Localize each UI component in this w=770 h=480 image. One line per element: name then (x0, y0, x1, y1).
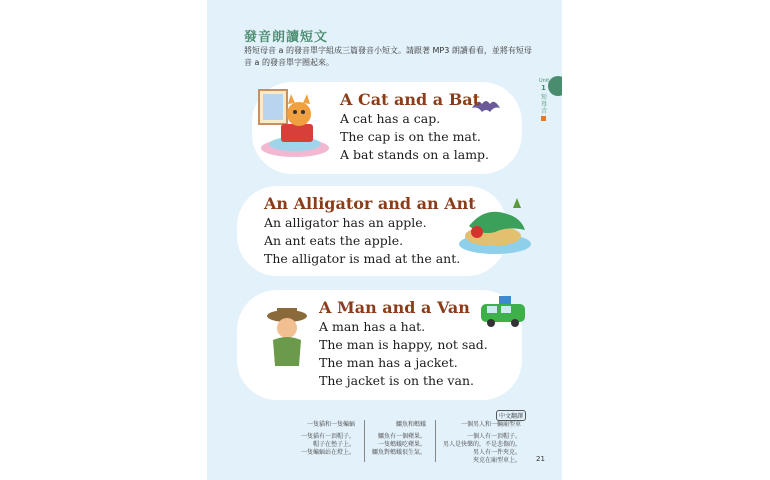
unit-tab-marker (548, 76, 562, 96)
unit-tab (537, 76, 559, 136)
story-line: An ant eats the apple. (264, 233, 404, 248)
page-heading: 發音朗讀短文 (244, 30, 329, 45)
story-line: A cat has a cap. (340, 111, 441, 126)
story-line: A man has a hat. (319, 319, 426, 334)
translation-column (295, 421, 355, 457)
cat-on-cushion-illustration (255, 86, 333, 162)
translation-line: 一隻蝙蝠站在燈上。 (300, 449, 355, 456)
translation-heading: 一個男人和一輛廂型車 (460, 421, 521, 428)
story-line: An alligator has an apple. (264, 215, 427, 230)
translation-line: 一隻螞蟻吃蘋果。 (377, 441, 426, 448)
van-icon (477, 292, 529, 330)
translation-line: 鱷魚有一個蘋果。 (377, 433, 426, 440)
divider (435, 420, 436, 462)
translation-line: 鱷魚對螞蟻很生氣。 (371, 449, 426, 456)
unit-number: 1 (541, 84, 546, 92)
intro-text: 將短母音 a 的發音單字組成三篇發音小短文。請跟著 MP3 朗讀看看，並將有短母音 a 的發音單字圈起來。 (244, 46, 532, 67)
story-title: A Cat and a Bat (340, 90, 481, 109)
story-line: The man is happy, not sad. (319, 337, 488, 352)
story-line: The jacket is on the van. (319, 373, 474, 388)
translation-tag: 中文翻譯 (496, 410, 526, 421)
translation-line: 一個人有一頂帽子。 (466, 433, 521, 440)
page-number: 21 (536, 455, 545, 463)
translation-column (370, 421, 426, 457)
translation-line: 夾克在廂型車上。 (472, 457, 521, 464)
man-with-hat-illustration (263, 306, 311, 370)
story-line: The man has a jacket. (319, 355, 458, 370)
story-line: A bat stands on a lamp. (340, 147, 490, 162)
translation-line: 帽子在墊子上。 (312, 441, 355, 448)
translation-heading: 鱷魚和螞蟻 (395, 421, 426, 428)
unit-section: 短母音 (541, 94, 548, 115)
translation-line: 男人有一件夾克。 (472, 449, 521, 456)
story-title: A Man and a Van (319, 298, 470, 317)
book-page (207, 0, 562, 480)
translation-column (439, 421, 521, 465)
story-line: The cap is on the mat. (340, 129, 481, 144)
story-title: An Alligator and an Ant (264, 194, 476, 213)
translation-line: 男人是快樂的，不是悲傷的。 (442, 441, 521, 448)
story-line: The alligator is mad at the ant. (264, 251, 461, 266)
translation-heading: 一隻貓和一隻蝙蝠 (306, 421, 355, 428)
unit-label: Unit (539, 78, 550, 84)
translation-line: 一隻貓有一頂帽子。 (300, 433, 355, 440)
divider (364, 420, 365, 462)
unit-square-icon (541, 116, 546, 121)
